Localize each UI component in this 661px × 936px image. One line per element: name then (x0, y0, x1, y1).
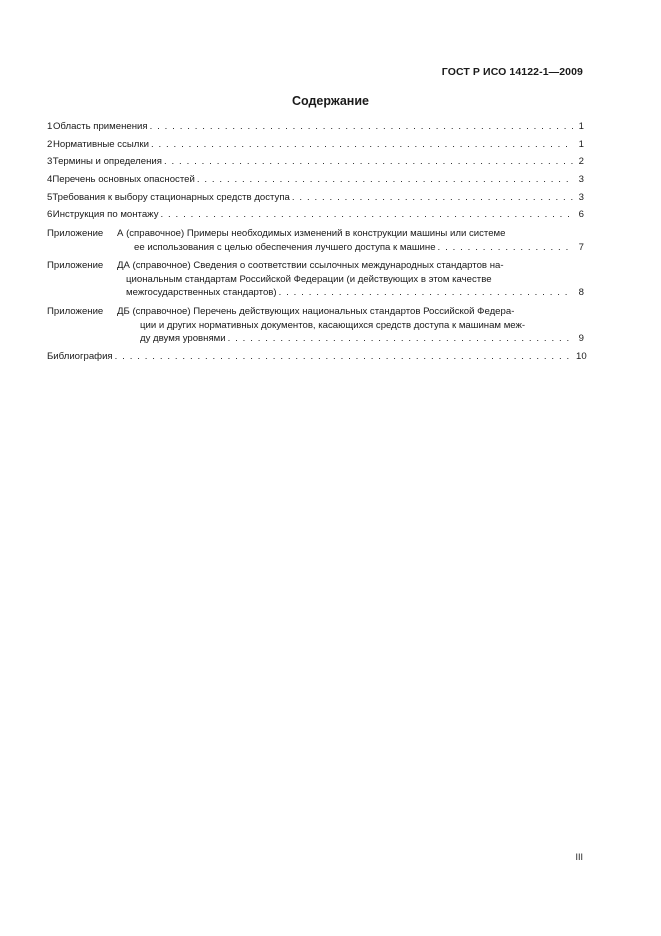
section-number: 4 (47, 174, 53, 186)
dot-leader (164, 156, 573, 169)
section-title: Термины и определения (52, 156, 162, 168)
page-ref: 7 (578, 241, 584, 253)
section-number: 5 (47, 191, 53, 203)
toc-bibliography[interactable] (47, 350, 587, 364)
page-ref: 3 (578, 174, 584, 186)
toc-entry-3[interactable] (47, 156, 584, 169)
section-number: 3 (47, 156, 53, 168)
document-code-header: ГОСТ Р ИСО 14122-1—2009 (441, 66, 583, 78)
page-number: III (575, 852, 583, 862)
annex-label: Приложение (47, 260, 104, 272)
page-ref: 1 (578, 138, 584, 150)
page-ref: 8 (578, 287, 584, 299)
dot-leader (197, 174, 573, 187)
section-number: 6 (47, 209, 53, 221)
toc-annex-da[interactable] (47, 259, 584, 300)
page-ref: 9 (578, 333, 584, 344)
annex-title-line: ДА (справочное) Сведения о соответствии ссылочных международных стандартов на- (117, 260, 504, 272)
toc-entry-6[interactable] (47, 209, 584, 222)
page-ref: 2 (578, 156, 584, 168)
section-number: 1 (47, 121, 53, 132)
section-number: 2 (47, 138, 53, 150)
toc-entry-2[interactable] (47, 139, 584, 152)
toc-entry-4[interactable] (47, 174, 584, 187)
annex-label: Приложение (47, 306, 104, 317)
page-ref: 3 (578, 191, 584, 203)
table-of-contents (47, 121, 587, 368)
section-title: Перечень основных опасностей (52, 174, 195, 186)
dot-leader (115, 351, 573, 364)
dot-leader (150, 121, 573, 134)
dot-leader (161, 209, 574, 222)
page-ref: 10 (576, 350, 587, 362)
toc-annex-db[interactable] (47, 305, 584, 346)
annex-title-line: ду двумя уровнями (140, 333, 226, 344)
dot-leader (151, 139, 573, 152)
toc-annex-a[interactable] (47, 227, 584, 254)
annex-title-line: А (справочное) Примеры необходимых изменений в конструкции машины или системе (117, 228, 506, 240)
dot-leader (438, 241, 573, 255)
dot-leader (279, 286, 573, 300)
section-title: Требования к выбору стационарных средств доступа (52, 191, 290, 203)
section-title: Инструкция по монтажу (52, 209, 159, 221)
page-ref: 1 (578, 121, 584, 132)
toc-title: Содержание (291, 94, 369, 108)
toc-entry-1[interactable] (47, 121, 584, 134)
dot-leader (292, 192, 573, 205)
annex-title-line: ее использования с целью обеспечения лучшего доступа к машине (134, 241, 436, 253)
annex-title-line: межгосударственных стандартов) (126, 287, 277, 299)
annex-title-line: ции и других нормативных документов, касающихся средств доступа к машинам меж- (140, 319, 526, 331)
section-title: Область применения (52, 121, 148, 132)
annex-title-line: циональным стандартам Российской Федерации (и действующих в этом качестве (126, 273, 492, 285)
toc-entry-5[interactable] (47, 192, 584, 205)
section-title: Нормативные ссылки (52, 138, 149, 150)
bibliography-title: Библиография (47, 350, 113, 362)
annex-title-line: ДБ (справочное) Перечень действующих национальных стандартов Российской Федера- (117, 306, 515, 317)
dot-leader (228, 332, 573, 346)
page-ref: 6 (578, 209, 584, 221)
annex-label: Приложение (47, 228, 104, 240)
